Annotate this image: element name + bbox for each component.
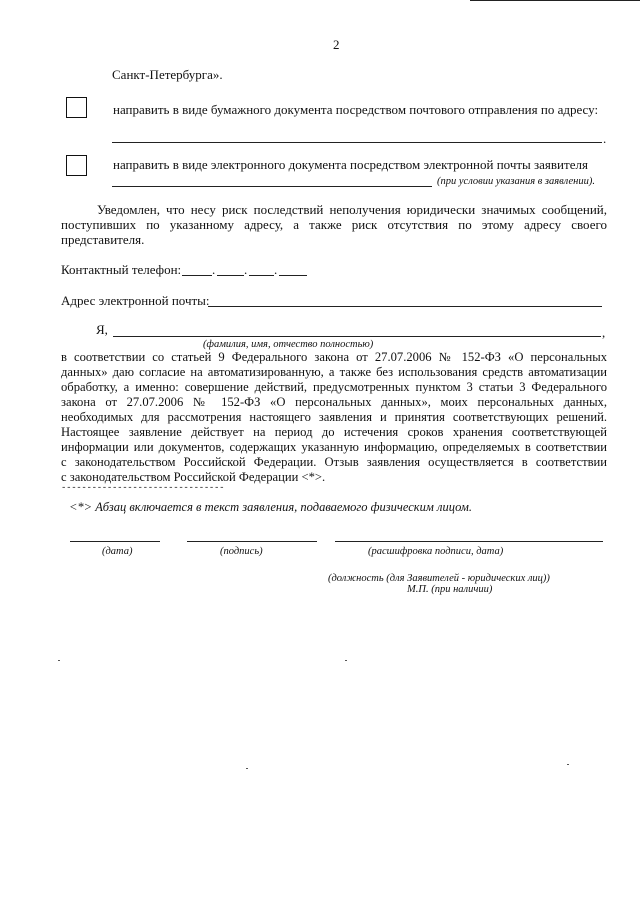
consent-ya: Я, xyxy=(96,322,108,337)
scan-speck xyxy=(345,660,347,661)
consent-line-4: закона от 27.07.2006 № 152-ФЗ «О персональных данных», моих персональных данных, xyxy=(61,395,607,409)
scan-speck xyxy=(246,768,248,769)
paper-address-end: . xyxy=(603,131,607,146)
scan-speck xyxy=(58,660,60,661)
electronic-delivery-checkbox[interactable] xyxy=(66,155,87,176)
phone-dot: . xyxy=(274,262,278,277)
signature-caption: (подпись) xyxy=(220,546,263,557)
paper-delivery-checkbox[interactable] xyxy=(66,97,87,118)
applicant-email-line[interactable] xyxy=(112,186,432,187)
consent-line-7: информации или документов, содержащих указанную информацию, определяемых в соответствии xyxy=(61,440,607,454)
scan-speck xyxy=(567,764,569,765)
signature-line[interactable] xyxy=(187,541,317,542)
fio-input-line[interactable] xyxy=(113,336,601,337)
stamp-caption: М.П. (при наличии) xyxy=(407,584,493,595)
electronic-delivery-label: направить в виде электронного документа посредством электронной почты заявителя xyxy=(113,157,588,172)
date-caption: (дата) xyxy=(102,546,133,557)
notice-line-1: Уведомлен, что несу риск последствий неполучения юридически значимых сообщений, xyxy=(97,202,607,217)
consent-line-1: в соответствии со статьей 9 Федерального закона от 27.07.2006 № 152-ФЗ «О персональных xyxy=(61,350,607,364)
signature-decode-caption: (расшифровка подписи, дата) xyxy=(368,546,504,557)
page-number: 2 xyxy=(333,37,340,52)
position-caption: (должность (для Заявителей - юридических лиц)) xyxy=(328,573,550,584)
notice-line-2: поступивших по указанному адресу, а также риск отсутствия по этому адресу своего xyxy=(61,217,607,232)
phone-dot: . xyxy=(244,262,248,277)
footnote-text: <*> Абзац включается в текст заявления, подаваемого физическим лицом. xyxy=(69,500,472,514)
date-line[interactable] xyxy=(70,541,160,542)
consent-line-2: данных» даю согласие на автоматизированную, а также без использования средств автоматизации xyxy=(61,365,607,379)
contact-phone-label: Контактный телефон: xyxy=(61,262,182,277)
scan-edge-line xyxy=(470,0,640,1)
consent-line-5: необходимых для рассмотрения настоящего заявления и принятия соответствующих решений. xyxy=(61,410,607,424)
signature-decode-line[interactable] xyxy=(335,541,603,542)
fio-line-end: , xyxy=(602,325,606,340)
consent-last-line: с законодательством Российской Федерации <*>. xyxy=(61,470,326,484)
consent-line-3: обработку, а именно: совершение действий, предусмотренных пунктом 3 статьи 3 Федерального xyxy=(61,380,607,394)
email-label: Адрес электронной почты: xyxy=(61,293,210,308)
footnote-separator: -------------------------------- xyxy=(61,483,225,493)
phone-dot: . xyxy=(212,262,216,277)
paper-address-line[interactable] xyxy=(112,142,602,143)
notice-line-3: представителя. xyxy=(61,232,145,247)
electronic-delivery-note: (при условии указания в заявлении). xyxy=(437,176,596,187)
email-input-line[interactable] xyxy=(208,306,602,307)
continuation-text: Санкт-Петербурга». xyxy=(112,67,223,82)
fio-caption: (фамилия, имя, отчество полностью) xyxy=(203,339,374,350)
paper-delivery-label: направить в виде бумажного документа посредством почтового отправления по адресу: xyxy=(113,102,599,117)
consent-line-8: с законодательством Российской Федерации. Отзыв заявления осуществляется в соответствии xyxy=(61,455,607,469)
consent-line-6: Настоящее заявление действует на период до истечения сроков хранения соответствующей xyxy=(61,425,607,439)
